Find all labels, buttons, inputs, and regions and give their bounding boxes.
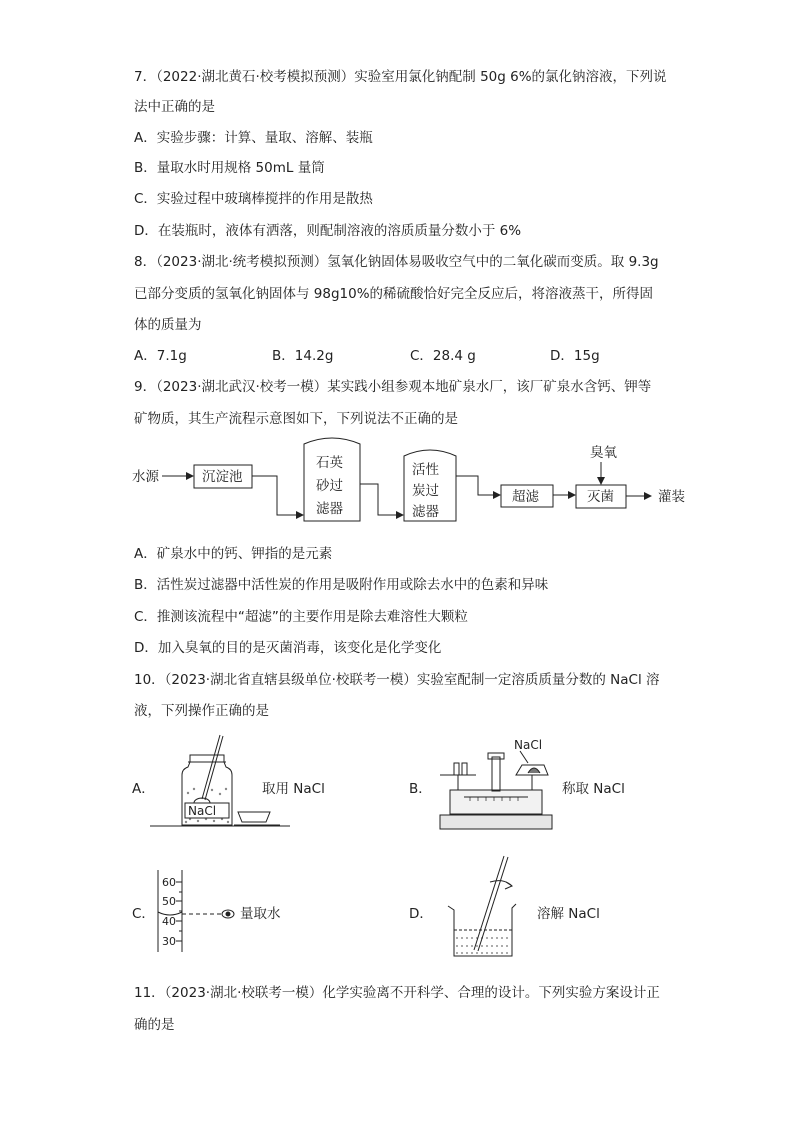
flow-sterilize-label: 灭菌 <box>587 489 614 505</box>
q7-option-b: B．量取水时用规格 50mL 量筒 <box>134 160 325 176</box>
q10-option-b-letter: B． <box>409 781 432 797</box>
beaker-stirring-illustration <box>446 852 526 962</box>
cylinder-tick-60: 60 <box>162 876 176 889</box>
q9-option-c: C．推测该流程中“超滤”的主要作用是除去难溶性大颗粒 <box>134 609 468 625</box>
q9-stem-line1: 9．（2023·湖北武汉·校考一模）某实践小组参观本地矿泉水厂，该厂矿泉水含钙、钾等 <box>134 379 652 395</box>
q9-option-b: B．活性炭过滤器中活性炭的作用是吸附作用或除去水中的色素和异味 <box>134 577 549 593</box>
sterilize-box <box>576 485 626 508</box>
q10-stem-line2: 液，下列操作正确的是 <box>134 703 269 719</box>
q8-stem-line2: 已部分变质的氢氧化钠固体与 98g10%的稀硫酸恰好完全反应后，将溶液蒸干，所得固 <box>134 286 654 302</box>
flow-settle-label: 沉淀池 <box>202 469 243 485</box>
balance-illustration <box>436 735 556 835</box>
settle-tank-box <box>194 465 252 488</box>
flow-quartz-label-2: 砂过 <box>316 478 343 494</box>
q8-option-c: C．28.4 g <box>410 348 476 364</box>
q7-option-d: D．在装瓶时，液体有洒落，则配制溶液的溶质质量分数小于 6% <box>134 223 522 239</box>
flow-ozone-label: 臭氧 <box>590 445 617 461</box>
q7-option-a: A．实验步骤：计算、量取、溶解、装瓶 <box>134 130 373 146</box>
q10-option-d-caption: 溶解 NaCl <box>537 906 600 922</box>
q10-stem-line1: 10．（2023·湖北省直辖县级单位·校联考一模）实验室配制一定溶质质量分数的 NaCl 溶 <box>134 672 660 688</box>
flow-source-label: 水源 <box>132 469 159 485</box>
q10-option-b-caption: 称取 NaCl <box>562 781 625 797</box>
q7-option-c: C．实验过程中玻璃棒搅拌的作用是散热 <box>134 191 373 207</box>
q9-option-a: A．矿泉水中的钙、钾指的是元素 <box>134 546 333 562</box>
bottle-label: NaCl <box>188 804 217 818</box>
cylinder-tick-50: 50 <box>162 895 176 908</box>
flow-carbon-label-3: 滤器 <box>412 504 439 520</box>
q8-option-d: D．15g <box>550 348 600 364</box>
q8-stem-line1: 8．（2023·湖北·统考模拟预测）氢氧化钠固体易吸收空气中的二氧化碳而变质。取 9.3g <box>134 254 659 270</box>
ultrafiltration-box <box>501 485 553 507</box>
cylinder-tick-30: 30 <box>162 935 176 948</box>
q10-option-c-letter: C． <box>132 906 155 922</box>
q7-stem-line1: 7．（2022·湖北黄石·校考模拟预测）实验室用氯化钠配制 50g 6%的氯化钠溶液，下列说 <box>134 69 667 85</box>
q10-option-c-caption: 量取水 <box>240 906 281 922</box>
q10-option-a-caption: 取用 NaCl <box>262 781 325 797</box>
q7-stem-line2: 法中正确的是 <box>134 99 215 115</box>
q8-option-a: A．7.1g <box>134 348 187 364</box>
q9-stem-line2: 矿物质，其生产流程示意图如下，下列说法不正确的是 <box>134 411 458 427</box>
q9-option-d: D．加入臭氧的目的是灭菌消毒，该变化是化学变化 <box>134 640 442 656</box>
pan-label: NaCl <box>514 738 543 752</box>
flow-carbon-label-1: 活性 <box>412 462 439 478</box>
flow-ultra-label: 超滤 <box>512 489 539 505</box>
flow-quartz-label-3: 滤器 <box>316 501 343 517</box>
flow-fill-label: 灌装 <box>658 489 685 505</box>
quartz-filter-vessel <box>304 438 360 521</box>
q11-stem-line1: 11．（2023·湖北·校联考一模）化学实验离不开科学、合理的设计。下列实验方案设计正 <box>134 985 660 1001</box>
reagent-bottle-illustration <box>150 727 290 827</box>
q8-stem-line3: 体的质量为 <box>134 317 202 333</box>
flow-carbon-label-2: 炭过 <box>412 483 439 499</box>
carbon-filter-vessel <box>404 450 456 521</box>
cylinder-tick-40: 40 <box>162 915 176 928</box>
q10-option-a-letter: A． <box>132 781 155 797</box>
flow-quartz-label-1: 石英 <box>316 455 343 471</box>
q11-stem-line2: 确的是 <box>134 1017 175 1033</box>
q8-option-b: B．14.2g <box>272 348 334 364</box>
q10-option-d-letter: D． <box>409 906 433 922</box>
